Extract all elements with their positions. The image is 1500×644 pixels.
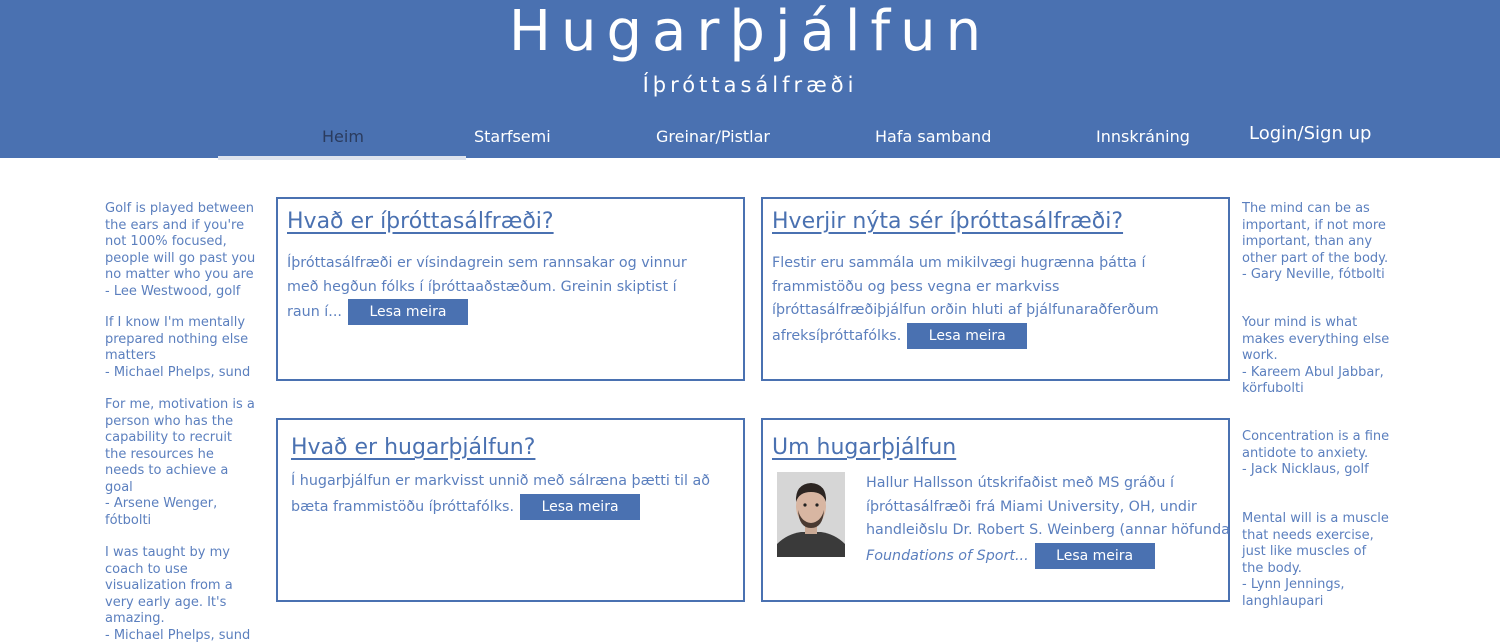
- card-text: [287, 252, 697, 325]
- author-portrait: [777, 472, 845, 557]
- quotes-left: [105, 201, 265, 300]
- card-title[interactable]: Hvað er hugarþjálfun?: [291, 435, 536, 460]
- card-um-hugarthjalfun: [761, 418, 1230, 602]
- read-more-button[interactable]: Lesa meira: [520, 494, 640, 520]
- quote: For me, motivation is a person who has the capability to recruit the resources he needs to achieve a goal - Arsene Wenger, fótbolti: [105, 397, 255, 528]
- site-header: [0, 0, 1500, 158]
- card-text: [866, 472, 1234, 569]
- card-ithrottasalfraedi: [276, 197, 745, 381]
- card-text: [772, 252, 1192, 349]
- quote: Concentration is a fine antidote to anxiety. - Jack Nicklaus, golf: [1242, 429, 1390, 477]
- site-subtitle: Íþróttasálfræði: [642, 73, 858, 97]
- card-text-body: Flestir eru sammála um mikilvægi hugrænna þátta í frammistöðu og þess vegna er markviss íþróttasálfræðiþjálfun orðin hluti af þjálfunaraðferðum afreksíþróttafólks.: [772, 255, 1159, 344]
- card-text-body: Hallur Hallsson útskrifaðist með MS gráðu í íþróttasálfræði frá Miami University, OH, undir handleiðslu Dr. Robert S. Weinberg (annar höfunda: [866, 475, 1230, 538]
- card-text-body: Íþróttasálfræði er vísindagrein sem rannsakar og vinnur með hegðun fólks í íþróttaaðstæðum. Greinin skiptist í raun í...: [287, 255, 687, 320]
- quotes-left: [105, 397, 257, 529]
- card-text: [291, 470, 711, 520]
- nav-item-greinar[interactable]: Greinar/Pistlar: [656, 127, 771, 146]
- nav-item-starfsemi[interactable]: Starfsemi: [474, 127, 551, 146]
- card-text-body: Í hugarþjálfun er markvisst unnið með sálræna þætti til að bæta frammistöðu íþróttafólks.: [291, 473, 710, 515]
- quote: Mental will is a muscle that needs exercise, just like muscles of the body. - Lynn Jennings, langhlaupari: [1242, 511, 1389, 609]
- card-title[interactable]: Hvað er íþróttasálfræði?: [287, 209, 554, 234]
- nav-item-innskraning[interactable]: Innskráning: [1096, 127, 1190, 146]
- quote: Your mind is what makes everything else work. - Kareem Abul Jabbar, körfubolti: [1242, 315, 1390, 396]
- quotes-left: [105, 315, 255, 381]
- nav-item-hafa-samband[interactable]: Hafa samband: [875, 127, 992, 146]
- card-title[interactable]: Hverjir nýta sér íþróttasálfræði?: [772, 209, 1124, 234]
- quote: I was taught by my coach to use visualization from a very early age. It's amazing. - Michael Phelps, sund: [105, 545, 251, 643]
- quote: If I know I'm mentally prepared nothing else matters - Michael Phelps, sund: [105, 315, 251, 380]
- read-more-button[interactable]: Lesa meira: [907, 323, 1027, 349]
- active-nav-indicator: [218, 156, 466, 160]
- person-photo-icon: [777, 472, 845, 557]
- card-hverjir-nyta: [761, 197, 1230, 381]
- card-title[interactable]: Um hugarþjálfun: [772, 435, 957, 460]
- site-title[interactable]: Hugarþjálfun: [508, 0, 992, 64]
- quotes-left: [105, 545, 261, 644]
- quotes-right: [1242, 315, 1390, 398]
- quotes-right: [1242, 429, 1390, 479]
- quote: The mind can be as important, if not more important, than any other part of the body. - Gary Neville, fótbolti: [1242, 201, 1389, 282]
- card-hugarthjalfun: [276, 418, 745, 602]
- quote: Golf is played between the ears and if you're not 100% focused, people will go past you no matter who you are - Lee Westwood, golf: [105, 201, 256, 299]
- quotes-right: [1242, 201, 1390, 284]
- login-signup-link[interactable]: Login/Sign up: [1249, 123, 1372, 144]
- nav-item-heim[interactable]: Heim: [322, 127, 364, 146]
- card-text-italic: Foundations of Sport...: [866, 547, 1029, 564]
- quotes-right: [1242, 511, 1390, 610]
- read-more-button[interactable]: Lesa meira: [1035, 543, 1155, 569]
- read-more-button[interactable]: Lesa meira: [348, 299, 468, 325]
